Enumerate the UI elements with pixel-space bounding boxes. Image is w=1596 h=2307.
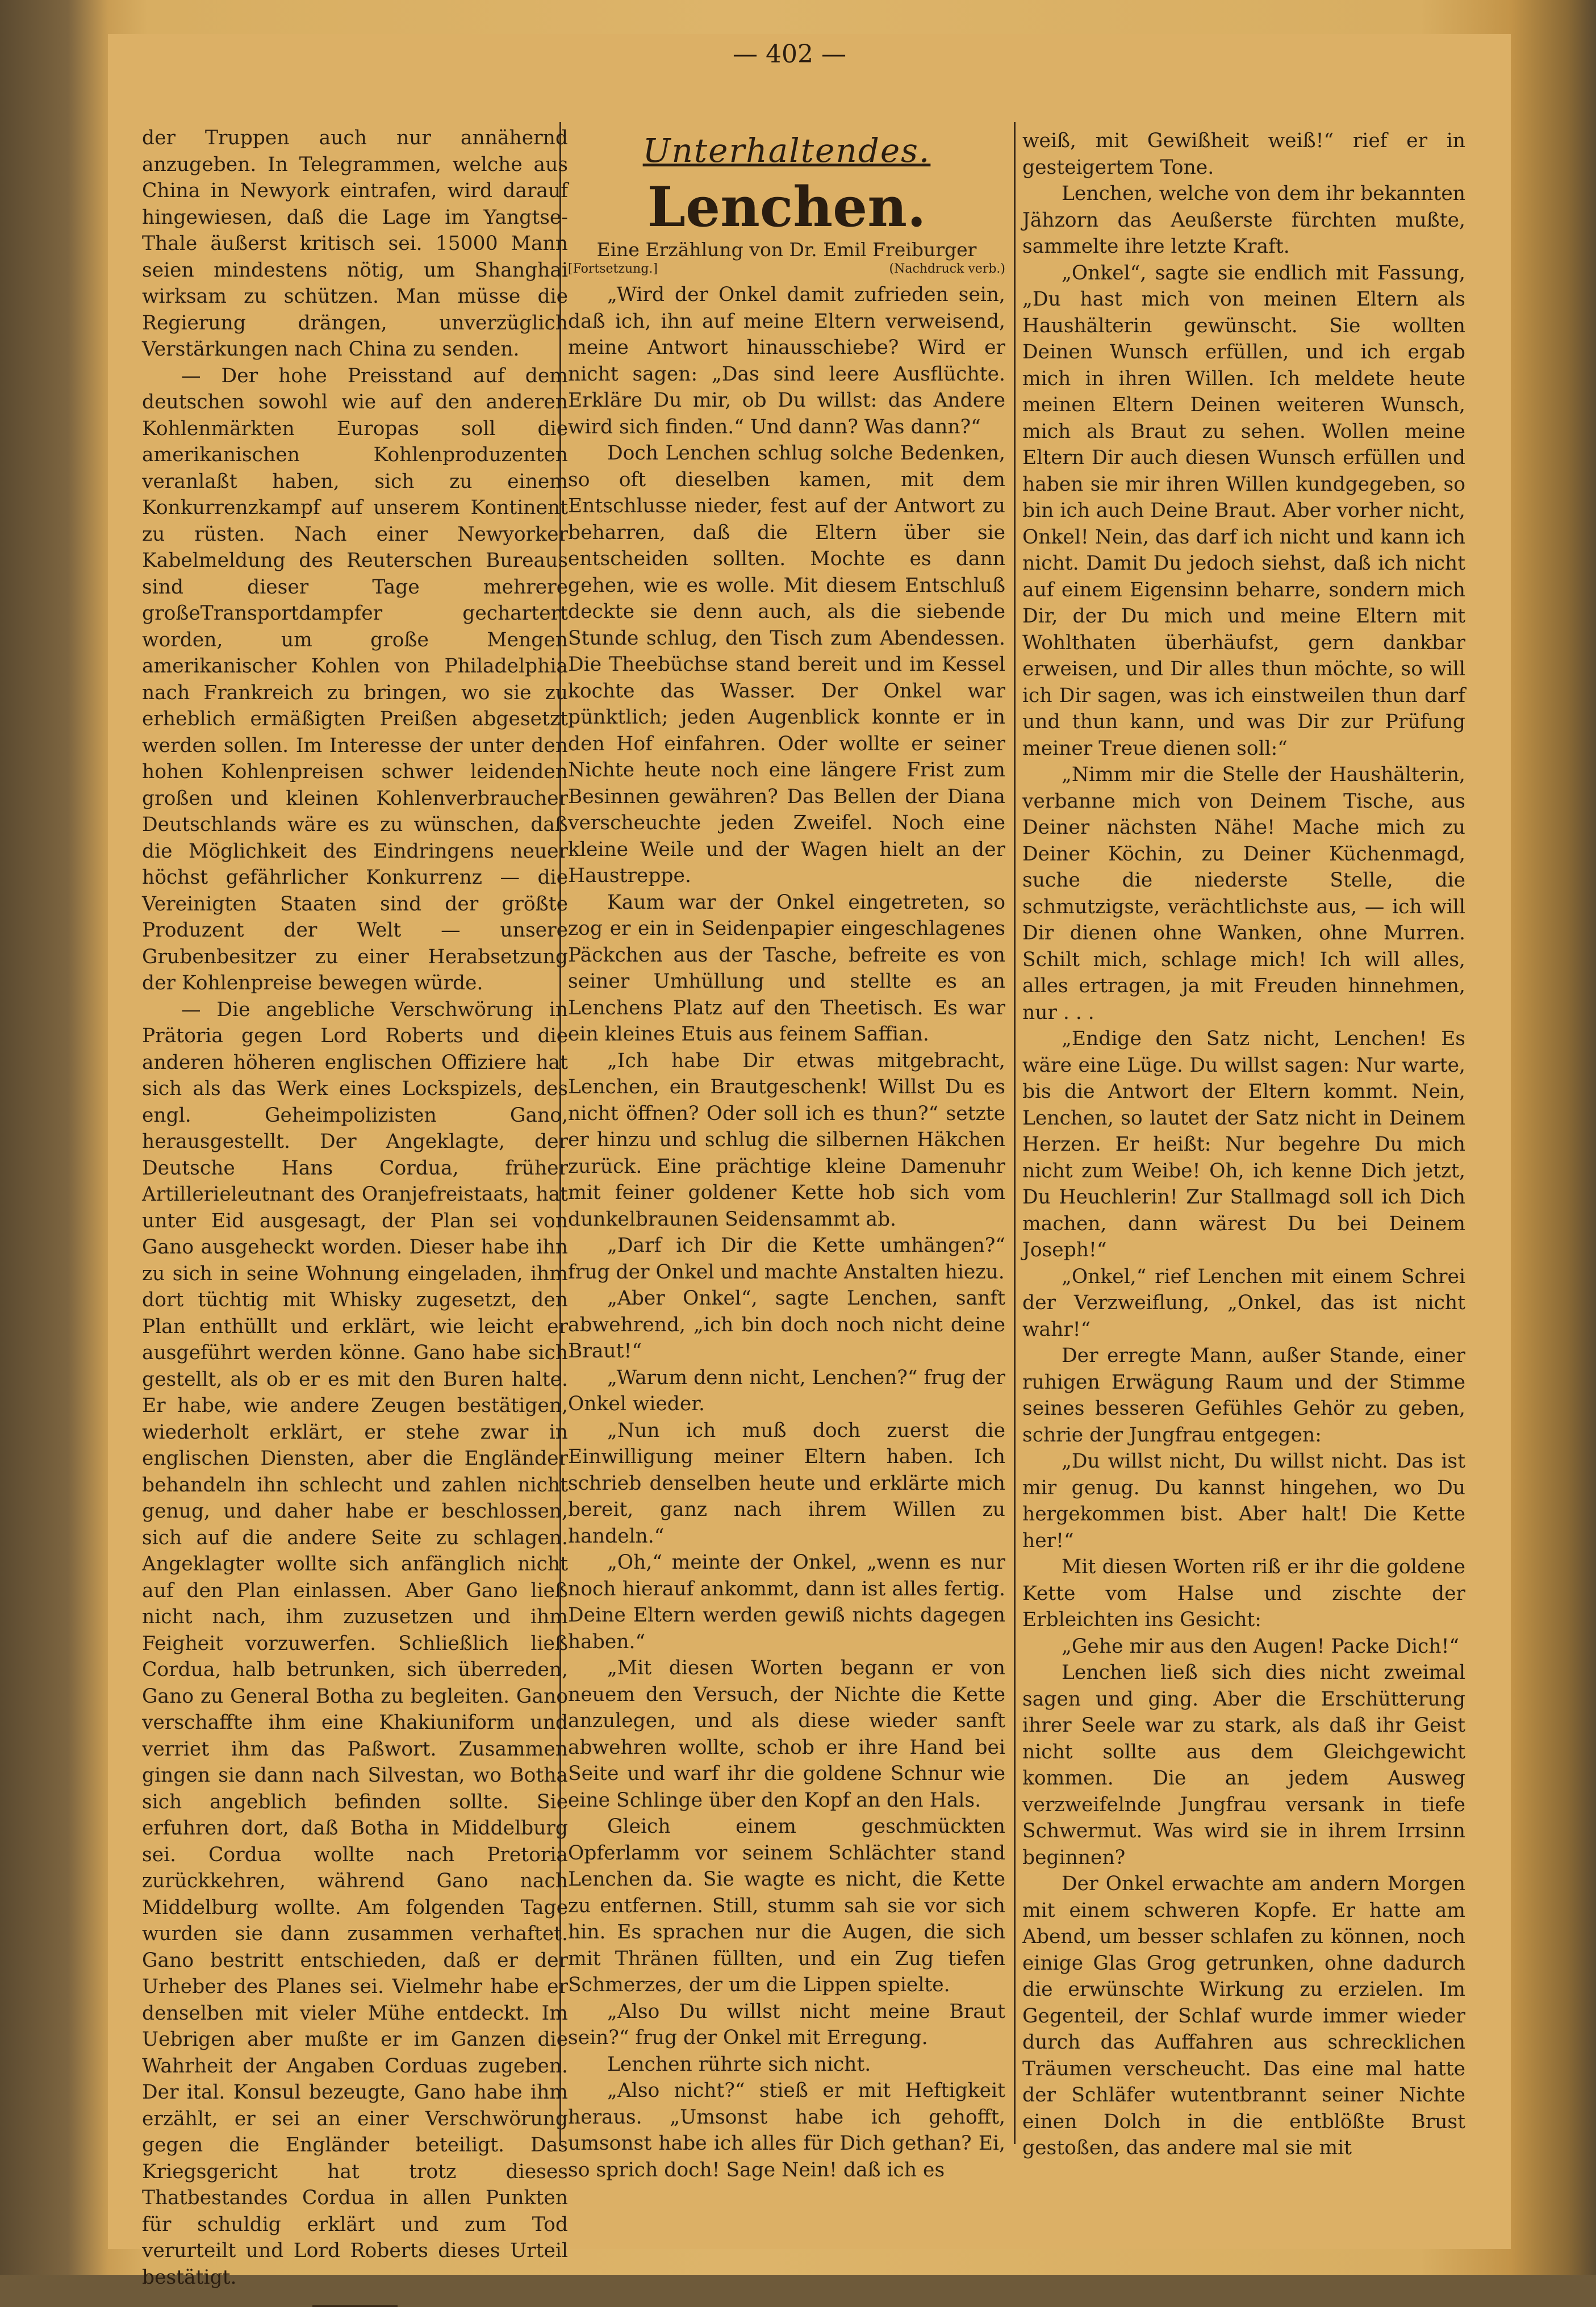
story-paragraph: „Darf ich Dir die Kette umhängen?“ frug der Onkel und machte Anstalten hiezu.: [568, 1234, 1005, 1284]
right-column: [1022, 128, 1465, 2162]
news-paragraph: der Truppen auch nur annähernd anzugeben. In Telegrammen, welche aus China in Newyork eintrafen, wird darauf hingewiesen, daß die Lage im Yangtse-Thale äußerst kritisch sei. 15000 Mann seien mindestens nötig, um Shanghai wirksam zu schützen. Man müsse die Regierung drängen, unverzüglich Verstärkungen nach China zu senden.: [142, 127, 568, 361]
story-paragraph: Mit diesen Worten riß er ihr die goldene Kette vom Halse und zischte der Erbleichten ins Gesicht:: [1022, 1556, 1465, 1631]
story-paragraph: „Onkel,“ rief Lenchen mit einem Schrei der Verzweiflung, „Onkel, das ist nicht wahr!“: [1022, 1265, 1465, 1341]
story-paragraph: „Onkel“, sagte sie endlich mit Fassung, „Du hast mich von meinen Eltern als Haushälterin gewünscht. Sie wollten Deinen Wunsch erfüllen, und ich ergab mich in ihren Willen. Ich meldete heute meinen Eltern Deinen weiteren Wunsch, mich als Braut zu sehen. Wollen meine Eltern Dir auch diesen Wunsch erfüllen und haben sie mir ihren Willen kundgegeben, so bin ich auch Deine Braut. Aber vorher nicht, Onkel! Nein, das darf ich nicht und kann ich nicht. Damit Du jedoch siehst, daß ich nicht auf einem Eigensinn beharre, sondern mich Dir, der Du mich und meine Eltern mit Wohlthaten überhäufst, gern dankbar erweisen, und Dir alles thun möchte, so will ich Dir sagen, was ich einstweilen thun darf und thun kann, und was Dir zur Prüfung meiner Treue dienen soll:“: [1022, 261, 1465, 760]
story-paragraph: Lenchen ließ sich dies nicht zweimal sagen und ging. Aber die Erschütterung ihrer Seele war zu stark, als daß ihr Geist nicht sollte aus dem Gleichgewicht kommen. Die an jedem Ausweg verzweifelnde Jungfrau versank in tiefe Schwermut. Was wird sie in ihrem Irrsinn beginnen?: [1022, 1661, 1465, 1869]
reprint-note: (Nachdruck verb.): [889, 262, 1005, 276]
story-paragraph: Kaum war der Onkel eingetreten, so zog er ein in Seidenpapier eingeschlagenes Päckchen aus der Tasche, befreite es von seiner Umhüllung und stellte es an Lenchens Platz auf den Theetisch. Es war ein kleines Etuis aus feinem Saffian.: [568, 891, 1005, 1046]
left-column: [142, 125, 568, 2307]
story-paragraph: Doch Lenchen schlug solche Bedenken, so oft dieselben kamen, mit dem Entschlusse nieder, fest auf der Antwort zu beharren, daß die Eltern über sie entscheiden sollten. Mochte es dann gehen, wie es wolle. Mit diesem Entschluß deckte sie denn auch, als die siebende Stunde schlug, den Tisch zum Abendessen. Die Theebüchse stand bereit und im Kessel kochte das Wasser. Der Onkel war pünktlich; jeden Augenblick konnte er in den Hof einfahren. Oder wollte er seiner Nichte heute noch eine längere Frist zum Besinnen gewähren? Das Bellen der Diana verscheuchte jeden Zweifel. Noch eine kleine Weile und der Wagen hielt an der Haustreppe.: [568, 442, 1005, 887]
byline: Eine Erzählung von Dr. Emil Freiburger: [596, 239, 977, 261]
story-meta: [568, 261, 1005, 277]
story-paragraph: „Mit diesen Worten begann er von neuem den Versuch, der Nichte die Kette anzulegen, und als diese wieder sanft abwehren wollte, schob er ihre Hand bei Seite und warf ihr die goldene Schnur wie eine Schlinge über den Kopf an den Hals.: [568, 1657, 1005, 1812]
middle-column: [568, 131, 1005, 2183]
story-paragraph: Der erregte Mann, außer Stande, einer ruhigen Erwägung Raum und der Stimme seines besseren Gefühles Gehör zu geben, schrie der Jungfrau entgegen:: [1022, 1344, 1465, 1447]
story-paragraph: „Also Du willst nicht meine Braut sein?“ frug der Onkel mit Erregung.: [568, 2000, 1005, 2049]
column-rule-right: [1014, 122, 1016, 2144]
story-paragraph: Lenchen, welche von dem ihr bekannten Jähzorn das Aeußerste fürchten mußte, sammelte ihre letzte Kraft.: [1022, 182, 1465, 258]
story-paragraph: „Endige den Satz nicht, Lenchen! Es wäre eine Lüge. Du willst sagen: Nur warte, bis die Antwort der Eltern kommt. Nein, Lenchen, so lautet der Satz nicht in Deinem Herzen. Er heißt: Nur begehre Du mich nicht zum Weibe! Oh, ich kenne Dich jetzt, Du Heuchlerin! Zur Stallmagd soll ich Dich machen, dann wärest Du bei Deinem Joseph!“: [1022, 1027, 1465, 1261]
story-paragraph: weiß, mit Gewißheit weiß!“ rief er in gesteigertem Tone.: [1022, 129, 1465, 179]
story-paragraph: „Wird der Onkel damit zufrieden sein, daß ich, ihn auf meine Eltern verweisend, meine Antwort hinausschiebe? Wird er nicht sagen: „Das sind leere Ausflüchte. Erkläre Du mir, ob Du willst: das Andere wird sich finden.“ Und dann? Was dann?“: [568, 283, 1005, 438]
story-paragraph: Der Onkel erwachte am andern Morgen mit einem schweren Kopfe. Er hatte am Abend, um besser schlafen zu können, noch einige Glas Grog getrunken, ohne dadurch die erwünschte Wirkung zu erzielen. Im Gegenteil, der Schlaf wurde immer wieder durch das Auffahren aus schrecklichen Träumen verscheucht. Das eine mal hatte der Schläfer wutentbrannt seiner Nichte einen Dolch in die entblößte Brust gestoßen, das andere mal sie mit: [1022, 1873, 1465, 2159]
section-heading: Unterhaltendes.: [642, 131, 931, 170]
story-paragraph: „Nun ich muß doch zuerst die Einwilligung meiner Eltern haben. Ich schrieb denselben heute und erklärte mich bereit, ganz nach ihrem Willen zu handeln.“: [568, 1419, 1005, 1548]
story-paragraph: „Nimm mir die Stelle der Haushälterin, verbanne mich von Deinem Tische, aus Deiner nächsten Nähe! Mache mich zu Deiner Köchin, zu Deiner Küchenmagd, suche die niederste Stelle, die schmutzigste, verächtlichste aus, — ich will Dir dienen ohne Wanken, ohne Murren. Schilt mich, schlage mich! Ich will alles, alles ertragen, ja mit Freuden hinnehmen, nur . . .: [1022, 763, 1465, 1024]
story-paragraph: „Ich habe Dir etwas mitgebracht, Lenchen, ein Brautgeschenk! Willst Du es nicht öffnen? Oder soll ich es thun?“ setzte er hinzu und schlug die silbernen Häkchen zurück. Eine prächtige kleine Damenuhr mit feiner goldener Kette hob sich vom dunkelbraunen Seidensammt ab.: [568, 1049, 1005, 1231]
story-paragraph: „Also nicht?“ stieß er mit Heftigkeit heraus. „Umsonst habe ich gehofft, umsonst habe ich alles für Dich gethan? Ei, so sprich doch! Sage Nein! daß ich es: [568, 2079, 1005, 2181]
story-paragraph: „Aber Onkel“, sagte Lenchen, sanft abwehrend, „ich bin doch noch nicht deine Braut!“: [568, 1287, 1005, 1363]
story-paragraph: „Oh,“ meinte der Onkel, „wenn es nur noch hierauf ankommt, dann ist alles fertig. Deine Eltern werden gewiß nichts dagegen haben.“: [568, 1551, 1005, 1653]
story-paragraph: Gleich einem geschmückten Opferlamm vor seinem Schlächter stand Lenchen da. Sie wagte es nicht, die Kette zu entfernen. Still, stumm sah sie vor sich hin. Es sprachen nur die Augen, die sich mit Thränen füllten, und ein Zug tiefen Schmerzes, der um die Lippen spielte.: [568, 1815, 1005, 1996]
news-paragraph: — Der hohe Preisstand auf dem deutschen sowohl wie auf den anderen Kohlenmärkten Europas soll die amerikanischen Kohlenproduzenten veranlaßt haben, sich zu einem Konkurrenzkampf auf unserem Kontinent zu rüsten. Nach einer Newyorker Kabelmeldung des Reuterschen Bureaus sind dieser Tage mehrere großeTransportdampfer gechartert worden, um große Mengen amerikanischer Kohlen von Philadelphia nach Frankreich zu bringen, wo sie zu erheblich ermäßigten Preißen abgesetzt werden sollen. Im Interesse der unter den hohen Kohlenpreisen schwer leidenden großen und kleinen Kohlenverbraucher Deutschlands wäre es zu wünschen, daß die Möglichkeit des Eindringens neuer höchst gefährlicher Konkurrenz — die Vereinigten Staaten sind der größte Produzent der Welt — unsere Grubenbesitzer zu einer Herabsetzung der Kohlenpreise bewegen würde.: [142, 364, 568, 994]
news-paragraph: — Die angebliche Verschwörung in Prätoria gegen Lord Roberts und die anderen höheren englischen Offiziere hat sich als das Werk eines Lockspizels, des engl. Geheimpolizisten Gano, herausgestellt. Der Angeklagte, der Deutsche Hans Cordua, früher Artillerieleutnant des Oranjefreistaats, hat unter Eid ausgesagt, der Plan sei von Gano ausgeheckt worden. Dieser habe ihn zu sich in seine Wohnung eingeladen, ihm dort tüchtig mit Whisky zugesetzt, den Plan enthüllt und erklärt, wie leicht er ausgeführt werden könne. Gano habe sich gestellt, als ob er es mit den Buren halte. Er habe, wie andere Zeugen bestätigen, wiederholt erklärt, er stehe zwar in englischen Diensten, aber die Engländer behandeln ihn schlecht und zahlen nicht genug, und daher habe er beschlossen, sich auf die andere Seite zu schlagen. Angeklagter wollte sich anfänglich nicht auf den Plan einlassen. Aber Gano ließ nicht nach, ihm zuzusetzen und ihm Feigheit vorzuwerfen. Schließlich ließ Cordua, halb betrunken, sich überreden, Gano zu General Botha zu begleiten. Gano verschaffte ihm eine Khakiuniform und verriet ihm das Paßwort. Zusammen gingen sie dann nach Silvestan, wo Botha sich angeblich befinden sollte. Sie erfuhren dort, daß Botha in Middelburg sei. Cordua wollte nach Pretoria zurückkehren, während Gano nach Middelburg wollte. Am folgenden Tage wurden sie dann zusammen verhaftet. Gano bestritt entschieden, daß er der Urheber des Planes sei. Vielmehr habe er denselben mit vieler Mühe entdeckt. Im Uebrigen aber mußte er im Ganzen die Wahrheit der Angaben Corduas zugeben. Der ital. Konsul bezeugte, Gano habe ihm erzählt, er sei an einer Verschwörung gegen die Engländer beteiligt. Das Kriegsgericht hat trotz dieses Thatbestandes Cordua in allen Punkten für schuldig erklärt und zum Tod verurteilt und Lord Roberts dieses Urteil bestätigt.: [142, 998, 568, 2289]
story-paragraph: Lenchen rührte sich nicht.: [607, 2053, 871, 2076]
page-number: — 402 —: [733, 40, 846, 69]
story-paragraph: „Gehe mir aus den Augen! Packe Dich!“: [1062, 1635, 1460, 1658]
continuation-note: [Fortsetzung.]: [568, 262, 658, 276]
story-paragraph: „Du willst nicht, Du willst nicht. Das ist mir genug. Du kannst hingehen, wo Du hergekommen bist. Aber halt! Die Kette her!“: [1022, 1450, 1465, 1552]
story-paragraph: „Warum denn nicht, Lenchen?“ frug der Onkel wieder.: [568, 1366, 1005, 1415]
story-title: Lenchen.: [647, 175, 926, 239]
